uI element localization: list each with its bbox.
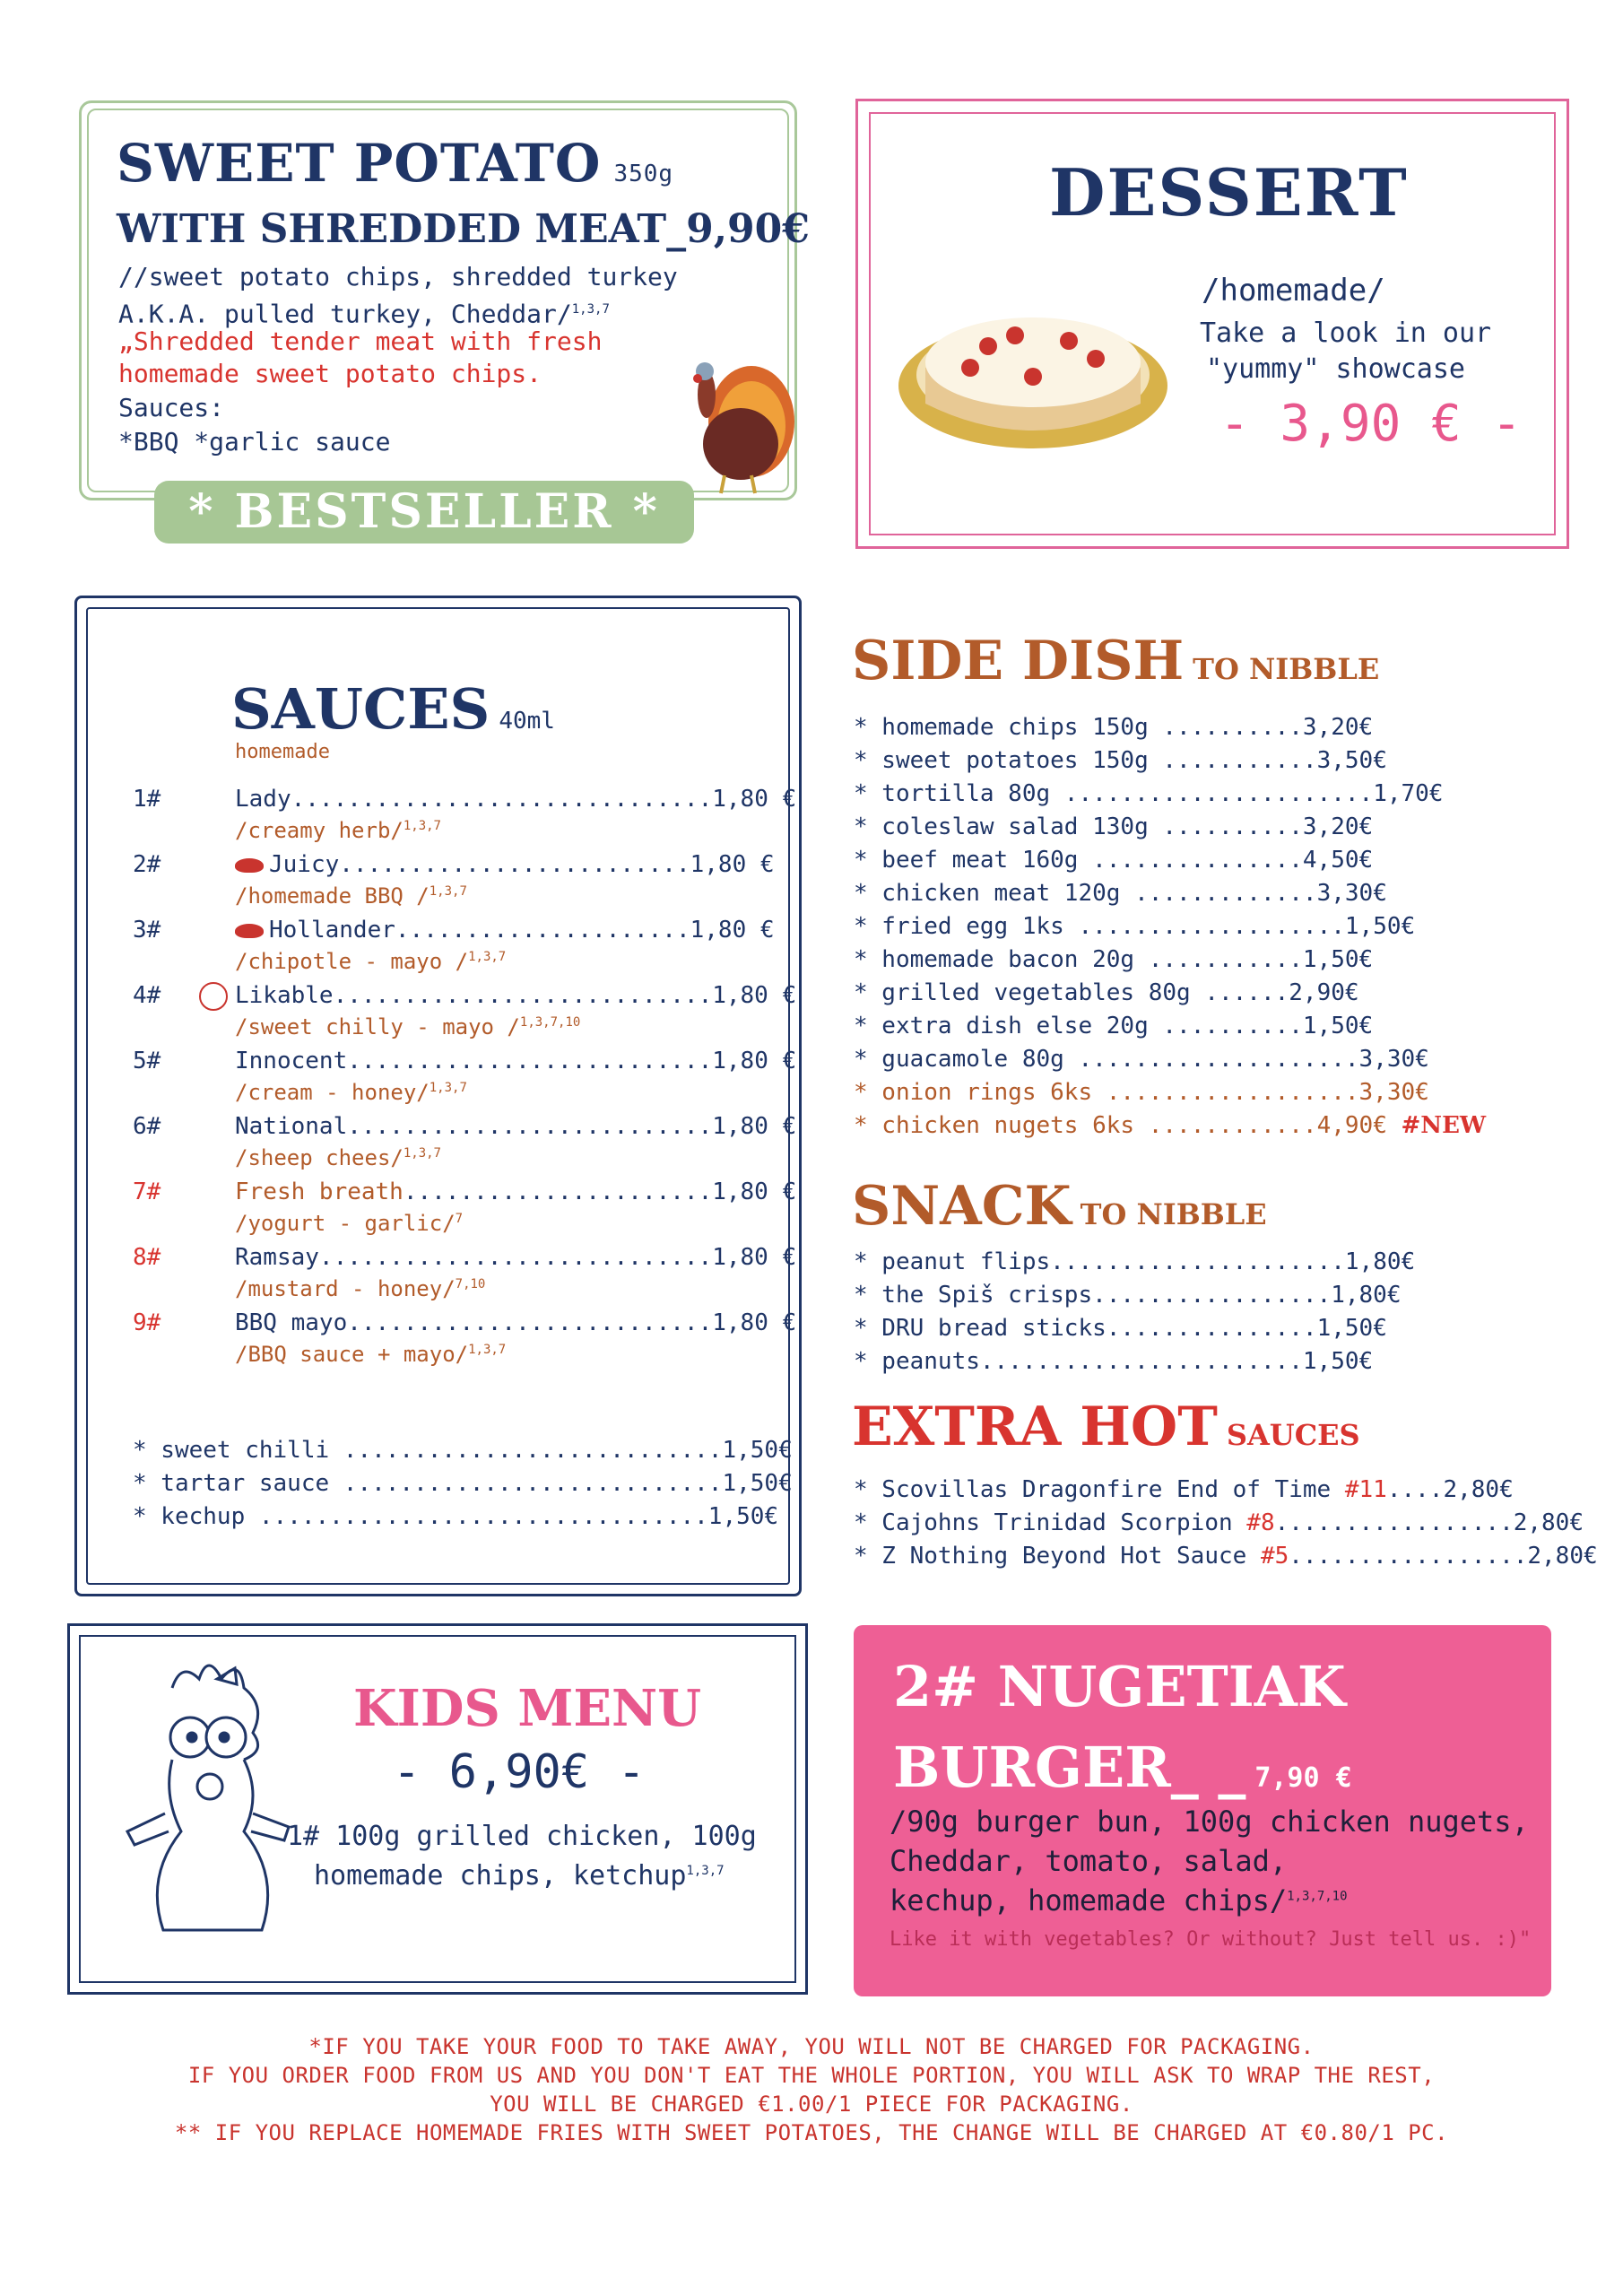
sauce-item: Ramsay............................1,80 € <box>235 1244 797 1271</box>
sauce-item: Innocent..........................1,80 € <box>235 1048 797 1074</box>
sauce-num: 1# <box>133 786 161 813</box>
side-dish-item: * sweet potatoes 150g ...........3,50€ <box>854 747 1387 774</box>
extra-sauce-item: * sweet chilli ...........................1,50€ <box>133 1437 793 1464</box>
sauce-num: 6# <box>133 1113 161 1140</box>
sauce-item: Likable...........................1,80 € <box>235 982 797 1009</box>
kids-menu-desc-2: homemade chips, ketchup$^{1,3,7}$ <box>314 1860 725 1892</box>
sweet-potato-desc-1: //sweet potato chips, shredded turkey <box>118 262 678 291</box>
cake-icon <box>890 269 1175 457</box>
sauce-item: BBQ mayo..........................1,80 € <box>235 1309 797 1336</box>
footer-note-2: IF YOU ORDER FOOD FROM US AND YOU DON'T EAT THE WHOLE PORTION, YOU WILL ASK TO WRAP THE REST, <box>187 2063 1436 2088</box>
sauce-desc: /BBQ sauce + mayo/$^{1,3,7}$ <box>235 1342 507 1367</box>
sauce-num: 9# <box>133 1309 161 1336</box>
sweet-potato-weight: 350g <box>613 161 674 187</box>
burger-title: 2# NUGETIAK <box>893 1654 1346 1719</box>
sauce-num: 4# <box>133 982 161 1009</box>
side-dish-item: * beef meat 160g ...............4,50€ <box>854 847 1374 874</box>
sauce-item: Juicy.........................1,80 € <box>235 851 737 878</box>
extra-hot-title: EXTRA HOT SAUCES <box>852 1396 1360 1458</box>
snack-item: * DRU bread sticks...............1,50€ <box>854 1315 1387 1342</box>
hot-sauce-item: * Z Nothing Beyond Hot Sauce #5.................2,80€ <box>854 1543 1598 1570</box>
sauce-num: 8# <box>133 1244 161 1271</box>
burger-title-2: BURGER_ _ 7,90 € <box>893 1735 1352 1800</box>
sweet-potato-desc-4: homemade sweet potato chips. <box>118 359 542 388</box>
bestseller-badge: * BESTSELLER * <box>154 481 694 544</box>
turkey-icon <box>671 341 796 502</box>
side-dish-item: * chicken meat 120g .............3,30€ <box>854 880 1387 907</box>
sweet-potato-title: SWEET POTATO 350g <box>117 133 674 194</box>
side-dish-item: * extra dish else 20g ..........1,50€ <box>854 1013 1374 1039</box>
sweet-potato-subtitle: WITH SHREDDED MEAT_9,90€ <box>117 206 810 252</box>
sauce-num: 2# <box>133 851 161 878</box>
burger-note: Like it with vegetables? Or without? Just tell us. :)" <box>890 1928 1532 1951</box>
side-dish-item: * tortilla 80g ......................1,70€ <box>854 780 1444 807</box>
dessert-price: - 3,90 € - <box>1219 395 1523 453</box>
sauce-desc: /sheep chees/$^{1,3,7}$ <box>235 1145 441 1170</box>
side-dish-item: * coleslaw salad 130g ..........3,20€ <box>854 813 1374 840</box>
burger-desc-3: kechup, homemade chips/$^{1,3,7,10}$ <box>890 1883 1348 1918</box>
sauce-desc: /chipotle - mayo /$^{1,3,7}$ <box>235 949 507 974</box>
smiley-icon <box>199 982 228 1011</box>
kids-menu-price: - 6,90€ - <box>393 1745 646 1799</box>
cartoon-baby-icon <box>109 1652 307 1948</box>
new-badge: #NEW <box>1401 1112 1487 1139</box>
chili-icon <box>235 924 264 938</box>
dessert-text-1: Take a look in our <box>1200 317 1492 349</box>
dessert-text-2: "yummy" showcase <box>1206 353 1465 385</box>
side-dish-item: * homemade chips 150g ..........3,20€ <box>854 714 1374 741</box>
hot-sauce-item: * Scovillas Dragonfire End of Time #11....2,80€ <box>854 1476 1514 1503</box>
sauce-item: Fresh breath......................1,80 € <box>235 1178 797 1205</box>
snack-item: * the Spiš crisps.................1,80€ <box>854 1282 1402 1309</box>
kids-menu-desc-1: 1# 100g grilled chicken, 100g <box>287 1821 757 1852</box>
side-dish-title: SIDE DISH TO NIBBLE <box>852 630 1380 692</box>
sweet-potato-sauces-label: Sauces: <box>118 393 225 422</box>
sauce-num: 7# <box>133 1178 161 1205</box>
burger-desc-1: /90g burger bun, 100g chicken nugets, <box>890 1805 1529 1839</box>
side-dish-item: * guacamole 80g ....................3,30€ <box>854 1046 1429 1073</box>
sauce-item: Lady..............................1,80 € <box>235 786 797 813</box>
sauces-title: SAUCES 40ml <box>231 676 555 742</box>
sauce-desc: /creamy herb/$^{1,3,7}$ <box>235 818 441 843</box>
footer-note-3: YOU WILL BE CHARGED €1.00/1 PIECE FOR PACKAGING. <box>490 2092 1133 2117</box>
sauce-num: 3# <box>133 917 161 944</box>
side-dish-item: * onion rings 6ks ..................3,30€ <box>854 1079 1429 1106</box>
sweet-potato-sauces: *BBQ *garlic sauce <box>118 427 391 457</box>
snack-item: * peanut flips.....................1,80€ <box>854 1248 1416 1275</box>
sauce-desc: /homemade BBQ /$^{1,3,7}$ <box>235 883 467 909</box>
extra-sauce-item: * tartar sauce ...........................1,50€ <box>133 1470 793 1497</box>
sauce-desc: /cream - honey/$^{1,3,7}$ <box>235 1080 467 1105</box>
kids-menu-title: KIDS MENU <box>353 1679 702 1738</box>
chili-icon <box>235 858 264 873</box>
side-dish-item: * chicken nugets 6ks ............4,90€ #NEW <box>854 1112 1487 1139</box>
sauce-desc: /yogurt - garlic/$^7$ <box>235 1211 464 1236</box>
extra-sauce-item: * kechup ................................1,50€ <box>133 1503 779 1530</box>
sauce-item: National..........................1,80 € <box>235 1113 797 1140</box>
sauces-weight: 40ml <box>499 708 555 735</box>
sauce-num: 5# <box>133 1048 161 1074</box>
sauce-item: Hollander.....................1,80 € <box>235 917 737 944</box>
sweet-potato-desc-2: A.K.A. pulled turkey, Cheddar/$^{1,3,7}$ <box>118 299 610 329</box>
dessert-homemade: /homemade/ <box>1202 273 1385 309</box>
footer-note-1: *IF YOU TAKE YOUR FOOD TO TAKE AWAY, YOU WILL NOT BE CHARGED FOR PACKAGING. <box>308 2034 1315 2059</box>
side-dish-item: * homemade bacon 20g ...........1,50€ <box>854 946 1374 973</box>
snack-title: SNACK TO NIBBLE <box>852 1175 1267 1238</box>
footer-note-4: ** IF YOU REPLACE HOMEMADE FRIES WITH SWEET POTATOES, THE CHANGE WILL BE CHARGED AT €0.80/1 PC. <box>174 2120 1449 2145</box>
burger-price: 7,90 € <box>1254 1762 1352 1794</box>
sauce-desc: /sweet chilly - mayo /$^{1,3,7,10}$ <box>235 1014 581 1039</box>
side-dish-item: * fried egg 1ks ...................1,50€ <box>854 913 1416 940</box>
hot-sauce-item: * Cajohns Trinidad Scorpion #8.................2,80€ <box>854 1509 1584 1536</box>
snack-item: * peanuts.......................1,50€ <box>854 1348 1374 1375</box>
sweet-potato-desc-3: „Shredded tender meat with fresh <box>118 326 603 356</box>
sauce-desc: /mustard - honey/$^{7,10}$ <box>235 1276 486 1301</box>
dessert-title: DESSERT <box>1049 154 1409 230</box>
side-dish-item: * grilled vegetables 80g ......2,90€ <box>854 979 1359 1006</box>
burger-desc-2: Cheddar, tomato, salad, <box>890 1844 1288 1878</box>
sauces-subtitle: homemade <box>235 741 330 763</box>
